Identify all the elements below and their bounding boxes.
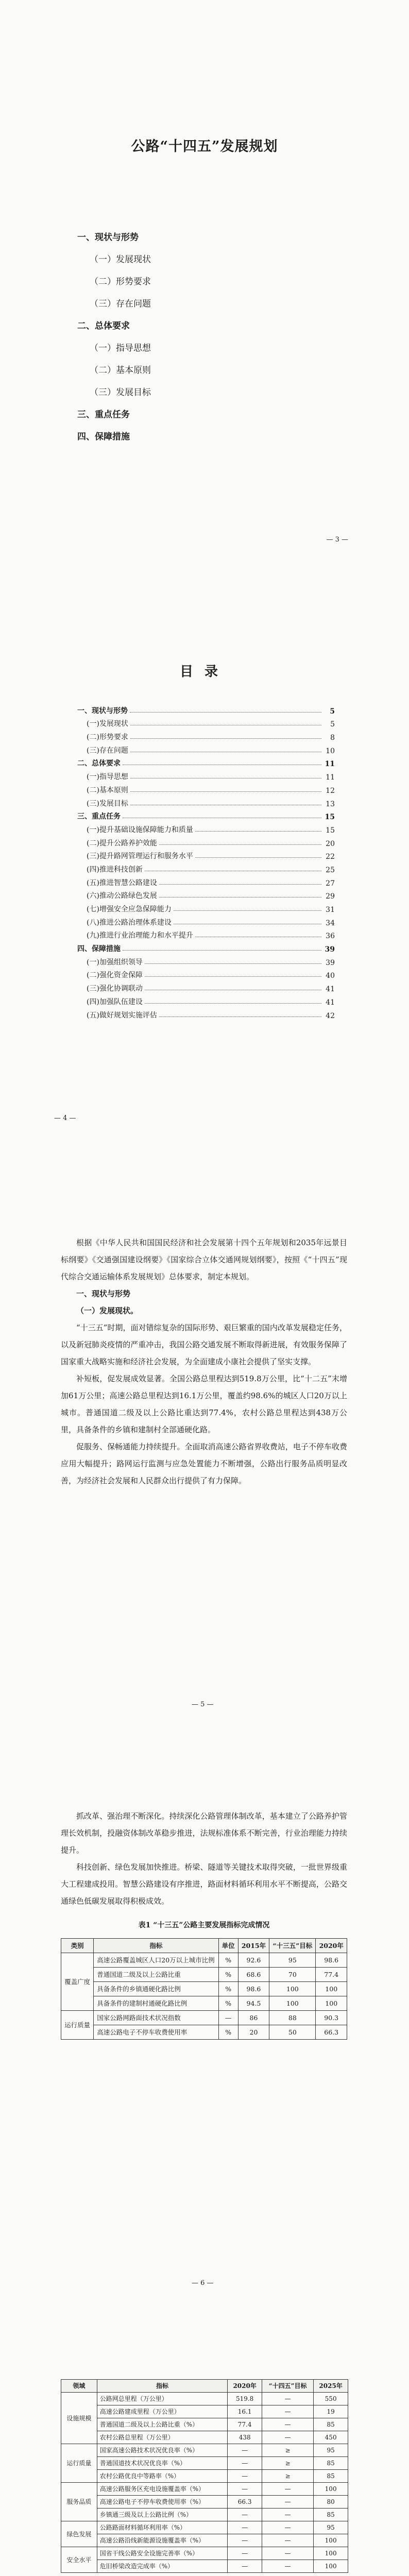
toc-entry-page: 5 (330, 720, 335, 729)
table-cell: 20 (238, 2025, 269, 2040)
table-cell: 450 (314, 2431, 348, 2444)
table-cell: 550 (314, 2393, 348, 2405)
paragraph: 根据《中华人民共和国国民经济和社会发展第十四个五年规划和2035年远景目标纲要》《交通强国建设纲要》《国家综合立体交通网规划纲要》，按照《“十四五”现代综合交通运输体系发展规划》总体要求，制定本规划。 (61, 1238, 347, 1281)
table-cell: — (262, 2560, 313, 2573)
toc-entry-page: 22 (326, 853, 335, 861)
outline-item: 三、重点任务 (77, 410, 130, 420)
table-cell: 100 (314, 2534, 348, 2547)
table-cell: % (218, 1982, 238, 1996)
table-cell: 519.8 (228, 2393, 262, 2405)
table-row (61, 2393, 348, 2405)
table-cell: 85 (314, 2457, 348, 2470)
outline-item: 二、总体要求 (77, 321, 130, 331)
table-cell: 100 (314, 2547, 348, 2560)
table-cell: 100 (269, 1996, 316, 2011)
table-cell: — (262, 2405, 313, 2418)
page-2 (0, 579, 409, 1157)
table-row (61, 1953, 347, 1968)
toc-entry-page: 34 (326, 919, 335, 927)
table-row (61, 1996, 347, 2011)
toc-entry-label: (八)推进公路治理体系建设 (87, 918, 172, 927)
table-row (61, 2470, 348, 2483)
table-cell: — (228, 2560, 262, 2573)
toc-leader-dots (195, 831, 321, 832)
column-header: 指标 (94, 1939, 218, 1953)
toc-entry-page: 39 (325, 945, 335, 954)
toc-entry[interactable] (77, 1007, 335, 1020)
table-cell: 94.5 (238, 1996, 269, 2011)
table-cell: 66.3 (228, 2496, 262, 2509)
table-cell: ≥ (262, 2444, 313, 2457)
table-row (61, 1982, 347, 1996)
table-group-cell: 设施规模 (61, 2393, 97, 2444)
table-cell: 国家公路网路面技术状况指数 (94, 2011, 218, 2025)
toc-entry[interactable] (77, 940, 335, 954)
column-header: 2020年 (316, 1939, 347, 1953)
table-cell: ≥ (262, 2470, 313, 2483)
toc-entry-page: 11 (325, 760, 335, 769)
toc-entry[interactable] (77, 702, 335, 716)
toc-entry-label: 二、总体要求 (77, 759, 121, 768)
table-cell: 66.3 (316, 2025, 347, 2040)
table-cell: 50 (269, 2025, 316, 2040)
table-cell: — (228, 2534, 262, 2547)
column-header: 指标 (97, 2380, 228, 2393)
table-row (61, 2457, 348, 2470)
toc-entry-label: (一)发展现状 (87, 720, 128, 728)
table-row (61, 2431, 348, 2444)
table-cell: 95 (314, 2521, 348, 2534)
toc-leader-dots (123, 950, 321, 951)
outline-item: 一、现状与形势 (77, 232, 139, 243)
toc-entry-label: (一)提升基础设施保障能力和质量 (87, 825, 193, 834)
table-cell: — (262, 2393, 313, 2405)
toc-entry[interactable] (77, 954, 335, 967)
body-text (61, 1808, 347, 2040)
table-row (61, 1968, 347, 1982)
table-cell: 100 (316, 1982, 347, 1996)
table-cell: — (262, 2547, 313, 2560)
table-cell: 85 (314, 2470, 348, 2483)
column-header: “十四五”目标 (262, 2380, 313, 2393)
toc-entry-page: 5 (330, 707, 335, 716)
table-cell: 80 (314, 2496, 348, 2509)
page-1 (0, 0, 409, 579)
section-heading: （一）发展现状。 (76, 1306, 139, 1315)
toc-entry[interactable] (77, 967, 335, 980)
table-row (61, 2483, 348, 2496)
toc-entry[interactable] (77, 742, 335, 755)
table-cell: 100 (314, 2560, 348, 2573)
toc-leader-dots (195, 857, 321, 858)
toc-entry-label: (五)推进智慧公路建设 (87, 878, 157, 887)
table-cell: — (228, 2509, 262, 2521)
table-cell: 国家高速公路技术状况优良率（%） (97, 2444, 228, 2457)
toc-entry-page: 41 (326, 985, 335, 994)
toc-entry[interactable] (77, 782, 335, 795)
column-header: 2025年 (314, 2380, 348, 2393)
toc-entry[interactable] (77, 716, 335, 729)
toc-entry-label: (一)加强组织领导 (87, 958, 143, 967)
table-row (61, 2521, 348, 2534)
table-group-cell: 覆盖广度 (61, 1953, 94, 2011)
toc-entry-page: 15 (325, 813, 335, 822)
paragraph: 促服务、保畅通能力持续提升。全面取消高速公路省界收费站，电子不停车收费应用大幅提升；路网运行监测与应急处置能力不断增强，公路出行服务品质明显改善，为经济社会发展和人民群众出行提供了有力保障。 (61, 1442, 347, 1485)
target-table (61, 2379, 348, 2573)
table-row (61, 2560, 348, 2573)
table-cell: 85 (314, 2418, 348, 2431)
table-cell: 92.6 (238, 1953, 269, 1968)
toc-entry-label: 四、保障措施 (77, 945, 121, 954)
outline-item: （三）发展目标 (90, 387, 151, 398)
table-cell: 具备条件的建制村通硬化路比例 (94, 1996, 218, 2011)
table-cell: 77.4 (316, 1968, 347, 1982)
table-cell: 98.6 (316, 1953, 347, 1968)
table-row (61, 2418, 348, 2431)
table-cell: 16.1 (228, 2405, 262, 2418)
paragraph: 抓改革、强治理不断深化。持续深化公路管理体制改革，基本建立了公路养护管理长效机制，投融资体制改革稳步推进，法规标准体系不断完善，行业治理能力持续提升。 (61, 1811, 347, 1855)
table-cell: 普通国道二级及以上公路比重（%） (97, 2418, 228, 2431)
column-header: “十三五”目标 (269, 1939, 316, 1953)
table-cell: — (228, 2521, 262, 2534)
table-cell: — (228, 2457, 262, 2470)
table-cell: — (228, 2483, 262, 2496)
table-cell: 高速公路覆盖城区人口20万以上城市比例 (94, 1953, 218, 1968)
toc-entry-label: 一、现状与形势 (77, 706, 128, 715)
toc-entry-label: (三)提升路网管理运行和服务水平 (87, 852, 193, 861)
toc-leader-dots (130, 712, 321, 713)
table-row (61, 2496, 348, 2509)
toc-entry-label: (五)做好规划实施评估 (87, 1011, 157, 1020)
table-row (61, 2405, 348, 2418)
table-cell: — (228, 2444, 262, 2457)
page-5 (0, 2314, 409, 2576)
outline-item: （二）形势要求 (90, 277, 151, 287)
toc-entry-label: (四)推进科技创新 (87, 865, 143, 874)
table-group-cell: 绿色发展 (61, 2521, 97, 2547)
paragraph: 补短板，促发展成效显著。全国公路总里程达到519.8万公里，比“十二五”末增加61万公里；高速公路总里程达到16.1万公里，覆盖约98.6%的城区人口20万以上城市。普通国道二级及以上公路比重达到77.4%，农村公路总里程达到438万公里，具备条件的乡镇和建制村全部通硬化路。 (61, 1374, 347, 1434)
table-group-cell: 运行质量 (61, 2444, 97, 2483)
toc-entry[interactable] (77, 993, 335, 1007)
toc-entry-page: 41 (326, 998, 335, 1007)
table-cell: 98.6 (238, 1982, 269, 1996)
toc-leader-dots (159, 844, 321, 845)
page-number: — 5 — (192, 1701, 214, 1708)
table-cell: 88 (269, 2011, 316, 2025)
toc-entry[interactable] (77, 861, 335, 874)
table-row (61, 2011, 347, 2025)
document-title: 公路“十四五”发展规划 (131, 139, 278, 155)
outline-item: （二）基本原则 (90, 365, 151, 376)
toc-entry[interactable] (77, 768, 335, 782)
outline-item: （三）存在问题 (90, 299, 151, 309)
table-row (61, 2534, 348, 2547)
table-header-row (61, 1939, 347, 1953)
toc-entry-label: (二)提升公路养护效能 (87, 839, 157, 848)
toc-entry-label: (四)加强队伍建设 (87, 997, 143, 1006)
section-heading: 一、现状与形势 (76, 1289, 131, 1298)
table-cell: % (218, 1953, 238, 1968)
table-of-contents (77, 702, 335, 1020)
table-cell: % (218, 1996, 238, 2011)
table-cell: 100 (269, 1982, 316, 1996)
column-header: 类别 (61, 1939, 94, 1953)
page-number: — 4 — (54, 1114, 76, 1122)
toc-entry-page: 20 (326, 839, 335, 848)
toc-entry-label: (二)强化资金保障 (87, 971, 143, 980)
page-number: — 6 — (192, 2279, 214, 2287)
table-cell: — (262, 2509, 313, 2521)
toc-entry-page: 25 (326, 866, 335, 874)
table-cell: 438 (228, 2431, 262, 2444)
toc-entry-page: 29 (326, 892, 335, 901)
table-cell: 农村公路总里程（万公里） (97, 2431, 228, 2444)
table-group-cell: 服务品质 (61, 2483, 97, 2521)
table-cell: — (228, 2470, 262, 2483)
toc-leader-dots (145, 963, 321, 964)
toc-entry-page: 12 (326, 786, 335, 795)
column-header: 2020年 (228, 2380, 262, 2393)
table-cell: 高速公路沿线新能源设施覆盖率（%） (97, 2534, 228, 2547)
table-cell: 85 (314, 2509, 348, 2521)
table-cell: 86 (238, 2011, 269, 2025)
table-group-cell: 安全水平 (61, 2547, 97, 2573)
table-cell: 77.4 (228, 2418, 262, 2431)
toc-leader-dots (174, 910, 321, 911)
toc-leader-dots (159, 884, 321, 885)
toc-entry-label: 三、重点任务 (77, 812, 121, 821)
toc-entry[interactable] (77, 927, 335, 941)
toc-entry[interactable] (77, 901, 335, 914)
toc-entry-page: 27 (326, 879, 335, 888)
toc-entry-page: 31 (326, 906, 335, 914)
toc-entry-label: (七)增强安全应急保障能力 (87, 905, 172, 913)
toc-entry-page: 8 (330, 734, 335, 742)
column-header: 单位 (218, 1939, 238, 1953)
table-cell: — (262, 2483, 313, 2496)
column-header: 领域 (61, 2380, 97, 2393)
toc-leader-dots (130, 791, 321, 792)
toc-entry[interactable] (77, 795, 335, 808)
toc-entry-page: 13 (326, 800, 335, 808)
paragraph-group (61, 1808, 347, 1910)
toc-entry[interactable] (77, 888, 335, 901)
toc-entry[interactable] (77, 848, 335, 861)
table-cell: % (218, 1968, 238, 1982)
toc-entry-label: (三)强化协调联动 (87, 985, 143, 993)
column-header: 2015年 (238, 1939, 269, 1953)
table-cell: 90.3 (316, 2011, 347, 2025)
toc-entry[interactable] (77, 728, 335, 742)
paragraph: 科技创新、绿色发展加快推进。桥梁、隧道等关键技术取得突破，一批世界级重大工程建成投用。智慧公路建设有序推进，路面材料循环利用水平不断提高，公路交通绿色低碳发展取得积极成效。 (61, 1862, 347, 1906)
table-cell: 100 (316, 1996, 347, 2011)
table-cell: — (218, 2011, 238, 2025)
toc-leader-dots (130, 738, 321, 739)
toc-entry-label: (三)发展目标 (87, 799, 128, 808)
toc-entry[interactable] (77, 821, 335, 835)
toc-entry[interactable] (77, 755, 335, 769)
table-row (61, 2509, 348, 2521)
toc-entry-page: 39 (326, 958, 335, 967)
table-cell: — (262, 2534, 313, 2547)
table-cell: 危旧桥梁改造完成率（%） (97, 2560, 228, 2573)
table-cell: 高速公路服务区充电设施覆盖率（%） (97, 2483, 228, 2496)
page-number: — 3 — (326, 536, 348, 544)
table-cell: 19 (314, 2405, 348, 2418)
table-cell: 95 (269, 1953, 316, 1968)
toc-entry-page: 10 (326, 747, 335, 755)
toc-entry-page: 40 (326, 972, 335, 980)
toc-entry[interactable] (77, 874, 335, 888)
table-cell: 100 (314, 2483, 348, 2496)
table-cell: — (262, 2496, 313, 2509)
toc-entry-label: (二)形势要求 (87, 733, 128, 742)
toc-leader-dots (145, 1003, 321, 1004)
outline-item: （一）指导思想 (90, 343, 151, 353)
table-cell: 高速公路建成里程（万公里） (97, 2405, 228, 2418)
toc-leader-dots (145, 976, 321, 977)
toc-entry-label: (六)推动公路绿色发展 (87, 892, 157, 901)
table-row (61, 2025, 347, 2040)
table-caption: 表1 “十三五”公路主要发展指标完成情况 (138, 1921, 270, 1929)
table-cell: 高速公路电子不停车收费使用率 (94, 2025, 218, 2040)
table-cell: — (262, 2418, 313, 2431)
table-cell: 68.6 (238, 1968, 269, 1982)
table-row (61, 2547, 348, 2560)
toc-entry-label: (九)推进行业治理能力和水平提升 (87, 931, 193, 940)
table-cell: 高速公路电子不停车收费使用率（%） (97, 2496, 228, 2509)
table-cell: 具备条件的乡镇通硬化路比例 (94, 1982, 218, 1996)
toc-entry-label: (二)基本原则 (87, 786, 128, 794)
outline-item: （一）发展现状 (90, 255, 151, 265)
toc-entry-page: 42 (326, 1011, 335, 1020)
toc-entry-page: 15 (326, 826, 335, 835)
table-cell: 70 (269, 1968, 316, 1982)
table-cell: 国省干线公路安全设施完善率（%） (97, 2547, 228, 2560)
table-cell: % (218, 2025, 238, 2040)
table-cell: 公路网总里程（万公里） (97, 2393, 228, 2405)
toc-leader-dots (159, 1016, 321, 1017)
toc-entry[interactable] (77, 835, 335, 848)
toc-entry[interactable] (77, 808, 335, 822)
table-cell: — (262, 2521, 313, 2534)
outline-item: 四、保障措施 (77, 432, 130, 442)
table-cell: — (262, 2431, 313, 2444)
table-cell: 农村公路优良中等路率（%） (97, 2470, 228, 2483)
outline-list (77, 230, 335, 451)
table-cell: 普通国道二级及以上公路比重 (94, 1968, 218, 1982)
table-cell: 95 (314, 2444, 348, 2457)
toc-entry[interactable] (77, 914, 335, 927)
table-group-cell: 运行质量 (61, 2011, 94, 2040)
table-cell: 普通国道技术状况优良率（%） (97, 2457, 228, 2470)
table-cell: ≥ (262, 2457, 313, 2470)
table-cell: 公路路面材料循环利用率（%） (97, 2521, 228, 2534)
paragraph: “十三五”时期，面对错综复杂的国际形势、艰巨繁重的国内改革发展稳定任务，以及新冠肺炎疫情的严重冲击，我国公路交通发展不断取得新进展，有效服务保障了国家重大战略实施和经济社会发展，为全面建成小康社会提供了坚实支撑。 (61, 1323, 347, 1366)
toc-entry[interactable] (77, 980, 335, 993)
toc-entry-label: (一)指导思想 (87, 773, 128, 782)
toc-title: 目录 (179, 664, 229, 680)
body-text (61, 1234, 347, 1489)
toc-entry-page: 11 (326, 773, 335, 782)
table-row (61, 2444, 348, 2457)
indicator-table (61, 1938, 347, 2040)
toc-entry-label: (三)存在问题 (87, 746, 128, 755)
page-4 (0, 1736, 409, 2314)
table-cell: — (228, 2547, 262, 2560)
page-3 (0, 1157, 409, 1736)
toc-entry-page: 36 (326, 932, 335, 941)
table-header-row (61, 2380, 348, 2393)
table-cell: 乡镇通三级及以上公路比例（%） (97, 2509, 228, 2521)
